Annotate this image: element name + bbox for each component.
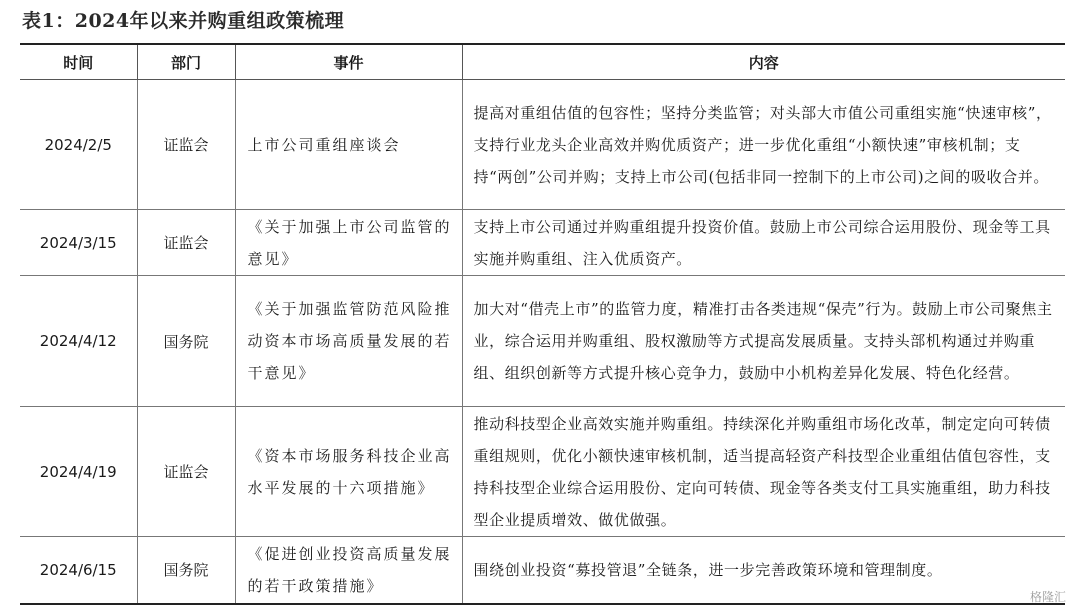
table-row [20,407,1065,537]
table-header-row [20,45,1065,80]
header-event: 事件 [235,45,462,80]
header-content: 内容 [462,45,1065,80]
table-row [20,537,1065,603]
table-row [20,210,1065,276]
row-content: 推动科技型企业高效实施并购重组。持续深化并购重组市场化改革，制定定向可转债重组规则，优化小额快速审核机制，适当提高轻资产科技型企业重组估值包容性，支持科技型企业综合运用股份、定向可转债、现金等各类支付工具实施重组，助力科技型企业提质增效、做优做强。 [462,407,1065,537]
row-dept: 国务院 [137,537,235,603]
watermark: 格隆汇 [1029,590,1066,604]
row-dept: 证监会 [137,210,235,276]
row-event: 《关于加强监管防范风险推动资本市场高质量发展的若干意见》 [235,276,462,407]
header-dept: 部门 [137,45,235,80]
row-content: 围绕创业投资“募投管退”全链条，进一步完善政策环境和管理制度。 [462,537,1065,603]
header-time: 时间 [20,45,137,80]
table-title: 表1：2024年以来并购重组政策梳理 [22,10,345,32]
row-content: 支持上市公司通过并购重组提升投资价值。鼓励上市公司综合运用股份、现金等工具实施并购重组、注入优质资产。 [462,210,1065,276]
row-time: 2024/2/5 [44,135,112,154]
table-row [20,80,1065,210]
row-time: 2024/3/15 [20,210,137,276]
table-row [20,276,1065,407]
row-event: 《促进创业投资高质量发展的若干政策措施》 [235,537,462,603]
row-dept: 国务院 [137,276,235,407]
row-event: 《关于加强上市公司监管的意见》 [235,210,462,276]
row-time: 2024/6/15 [20,537,137,603]
row-event: 上市公司重组座谈会 [235,80,462,210]
row-content: 提高对重组估值的包容性；坚持分类监管；对头部大市值公司重组实施“快速审核”，支持行业龙头企业高效并购优质资产；进一步优化重组“小额快速”审核机制；支持“两创”公司并购；支持上市公司(包括非同一控制下的上市公司)之间的吸收合并。 [462,80,1065,210]
row-content: 加大对“借壳上市”的监管力度，精准打击各类违规“保壳”行为。鼓励上市公司聚焦主业，综合运用并购重组、股权激励等方式提高发展质量。支持头部机构通过并购重组、组织创新等方式提升核心竞争力，鼓励中小机构差异化发展、特色化经营。 [462,276,1065,407]
row-event: 《资本市场服务科技企业高水平发展的十六项措施》 [235,407,462,537]
row-time: 2024/4/12 [20,276,137,407]
row-dept: 证监会 [137,407,235,537]
row-dept: 证监会 [137,80,235,210]
row-time: 2024/4/19 [20,407,137,537]
policy-table [20,43,1065,605]
